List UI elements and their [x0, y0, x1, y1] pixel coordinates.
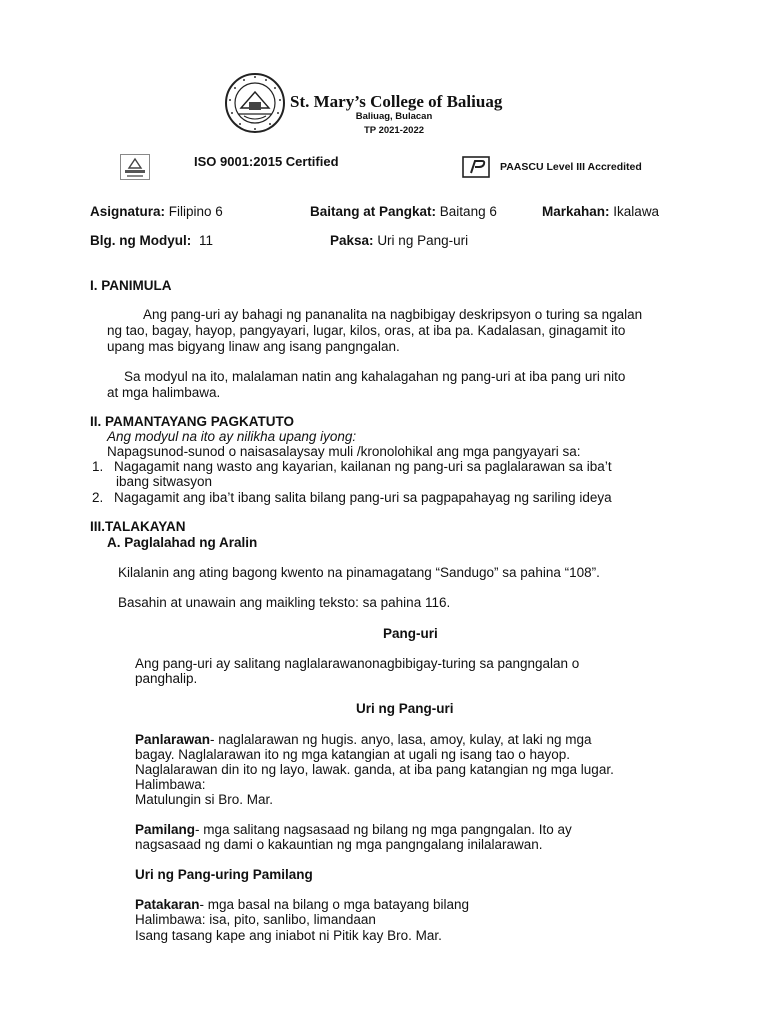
objective-number: 1.: [92, 459, 104, 474]
objective-item-1-cont: ibang sitwasyon: [116, 474, 213, 489]
panimula-p1-line: upang mas bigyang linaw ang isang pangngalan.: [107, 339, 400, 354]
asignatura-value: Filipino 6: [168, 204, 223, 219]
panlarawan-example: Matulungin si Bro. Mar.: [135, 792, 274, 807]
school-year: TP 2021-2022: [363, 125, 425, 136]
modyul-value: 11: [199, 233, 214, 248]
panimula-heading: I. PANIMULA: [90, 278, 172, 293]
pamilang-line-1: [135, 822, 572, 838]
objective-item-1: [90, 459, 612, 475]
panlarawan-definition: - naglalarawan ng hugis. anyo, lasa, amoy, kulay, at laki ng mga: [210, 732, 592, 747]
baitang-label: Baitang at Pangkat:: [310, 204, 437, 219]
school-name: St. Mary’s College of Baliuag: [290, 92, 503, 111]
paascu-accredited-label: PAASCU Level III Accredited: [500, 161, 642, 173]
panlarawan-line-1: [135, 732, 592, 748]
panimula-p2-line: at mga halimbawa.: [107, 385, 221, 400]
panguri-title: Pang-uri: [383, 626, 438, 641]
panlarawan-line: Halimbawa:: [135, 777, 206, 792]
panguri-definition-line: panghalip.: [135, 671, 198, 686]
panlarawan-line: Naglalarawan din ito ng layo, lawak. ganda, at iba pang katangian ng mga lugar.: [135, 762, 614, 777]
patakaran-line-1: [135, 897, 469, 913]
uri-title: Uri ng Pang-uri: [356, 701, 454, 716]
iso-certification-icon: [120, 154, 150, 180]
pamilang-term: Pamilang: [135, 822, 196, 837]
school-location: Baliuag, Bulacan: [355, 111, 433, 122]
modyul-label: Blg. ng Modyul:: [90, 233, 192, 248]
paksa-field: [330, 233, 468, 249]
talakayan-heading: III.TALAKAYAN: [90, 519, 186, 534]
markahan-field: [542, 204, 659, 220]
modyul-field: [90, 233, 213, 249]
asignatura-field: [90, 204, 223, 220]
panimula-p2-line: Sa modyul na ito, malalaman natin ang kahalagahan ng pang-uri at iba pang uri nito: [124, 369, 626, 384]
markahan-value: Ikalawa: [613, 204, 660, 219]
objective-text: Nagagamit ang iba’t ibang salita bilang pang-uri sa pagpapahayag ng sariling ideya: [114, 490, 612, 505]
patakaran-term: Patakaran: [135, 897, 200, 912]
patakaran-example-line: Halimbawa: isa, pito, sanlibo, limandaan: [135, 912, 376, 927]
pamantayan-heading: II. PAMANTAYANG PAGKATUTO: [90, 414, 295, 429]
basahin-text: Basahin at unawain ang maikling teksto: sa pahina 116.: [118, 595, 451, 610]
talakayan-subheading: A. Paglalahad ng Aralin: [107, 535, 258, 550]
paksa-label: Paksa:: [330, 233, 374, 248]
pamantayan-line2: Napagsunod-sunod o naisasalaysay muli /kronolohikal ang mga pangyayari sa:: [107, 444, 581, 459]
panlarawan-term: Panlarawan: [135, 732, 211, 747]
objective-item-2: [90, 490, 612, 506]
pamilang-line: nagsasaad ng dami o kakauntian ng mga pangngalang inilalarawan.: [135, 837, 543, 852]
panguri-definition-line: Ang pang-uri ay salitang naglalarawanonagbibigay-turing sa pangngalan o: [135, 656, 580, 671]
panlarawan-line: bagay. Naglalarawan ito ng mga katangian at ugali ng isang tao o hayop.: [135, 747, 571, 762]
panimula-p1-line: ng tao, bagay, hayop, pangyayari, lugar, kilos, oras, at iba pa. Kadalasan, ginagamit ito: [107, 323, 626, 338]
kilalanin-text: Kilalanin ang ating bagong kwento na pinamagatang “Sandugo” sa pahina “108”.: [118, 565, 600, 580]
objective-number: 2.: [92, 490, 104, 505]
asignatura-label: Asignatura:: [90, 204, 166, 219]
pamilang-definition: - mga salitang nagsasaad ng bilang ng mga pangngalan. Ito ay: [195, 822, 572, 837]
pamantayan-intro: Ang modyul na ito ay nilikha upang iyong:: [107, 429, 357, 444]
baitang-field: [310, 204, 497, 220]
iso-certified-label: ISO 9001:2015 Certified: [194, 154, 339, 169]
patakaran-definition: - mga basal na bilang o mga batayang bilang: [199, 897, 469, 912]
paksa-value: Uri ng Pang-uri: [377, 233, 469, 248]
uri-pamilang-title: Uri ng Pang-uring Pamilang: [135, 867, 313, 882]
baitang-value: Baitang 6: [439, 204, 497, 219]
panimula-p1-line: Ang pang-uri ay bahagi ng pananalita na nagbibigay deskripsyon o turing sa ngalan: [143, 307, 643, 322]
objective-text: Nagagamit nang wasto ang kayarian, kailanan ng pang-uri sa paglalarawan sa iba’t: [114, 459, 612, 474]
markahan-label: Markahan:: [542, 204, 610, 219]
patakaran-example-sentence: Isang tasang kape ang iniabot ni Pitik kay Bro. Mar.: [135, 928, 442, 943]
paascu-logo-icon: [462, 156, 490, 178]
school-seal-logo: [224, 72, 286, 134]
